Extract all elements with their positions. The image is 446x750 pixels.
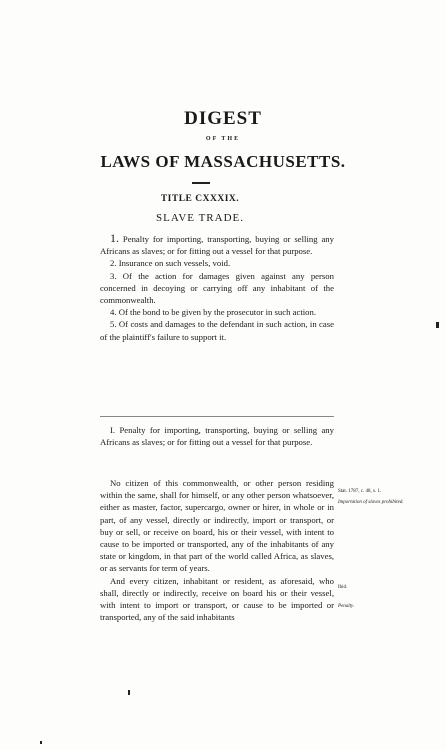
contents-item: 5. Of costs and damages to the defendant in such action, in case of the plaintiff's failure to support it. <box>100 319 334 342</box>
paragraph: No citizen of this commonwealth, or other person residing within the same, shall for himself, or any other person whatsoever, either as master, factor, supercargo, owner or hirer, in whole or in part, of any vessel, directly or indirectly, import or transport, or buy or sell, or receive on board, his or their vessel, with intent to cause to be imported or transported, any of the inhabitants of any state or kingdom, in that part of the world called Africa, as slaves, or as servants for term of years. <box>100 478 334 574</box>
section-heading-text: I. Penalty for importing, transporting, buying or selling any Africans as slaves; or for fitting out a vessel for that purpose. <box>100 425 334 448</box>
ink-mark <box>128 690 130 695</box>
section-heading <box>100 424 334 448</box>
contents-item: 1. Penalty for importing, transporting, buying or selling any Africans as slaves; or for fitting out a vessel for that purpose. <box>100 231 334 257</box>
heading-laws: LAWS OF MASSACHUSETTS. <box>100 152 346 171</box>
contents-item: 2. Insurance on such vessels, void. <box>110 258 231 269</box>
ink-mark <box>436 322 439 328</box>
margin-note-statute: Stat. 1787, c. 48, s. 1. <box>338 489 382 494</box>
heading-digest: DIGEST <box>184 108 262 129</box>
title-rule <box>192 182 210 184</box>
paragraph: And every citizen, inhabitant or resident, as aforesaid, who shall, directly or indirectly, receive on board his or their vessel, with intent to import or transport, or cause to be imported or transported, any of the said inhabitants <box>100 575 334 623</box>
contents-item: 3. Of the action for damages given against any person concerned in decoying or carrying off any inhabitant of the commonwealth. <box>100 270 334 306</box>
margin-note-ibid: Ibid. <box>338 585 348 590</box>
heading-of-the: OF THE <box>205 136 241 142</box>
section-divider <box>100 416 334 417</box>
margin-note-penalty: Penalty. <box>338 604 355 609</box>
contents-item: 4. Of the bond to be given by the prosecutor in such action. <box>110 307 317 318</box>
margin-note-importation: Importation of slaves prohibited. <box>338 500 404 505</box>
title-number: TITLE CXXXIX. <box>160 194 240 204</box>
ink-mark <box>40 741 42 744</box>
main-text <box>100 477 334 623</box>
title-subject: SLAVE TRADE. <box>156 212 244 224</box>
contents-list <box>100 232 334 343</box>
